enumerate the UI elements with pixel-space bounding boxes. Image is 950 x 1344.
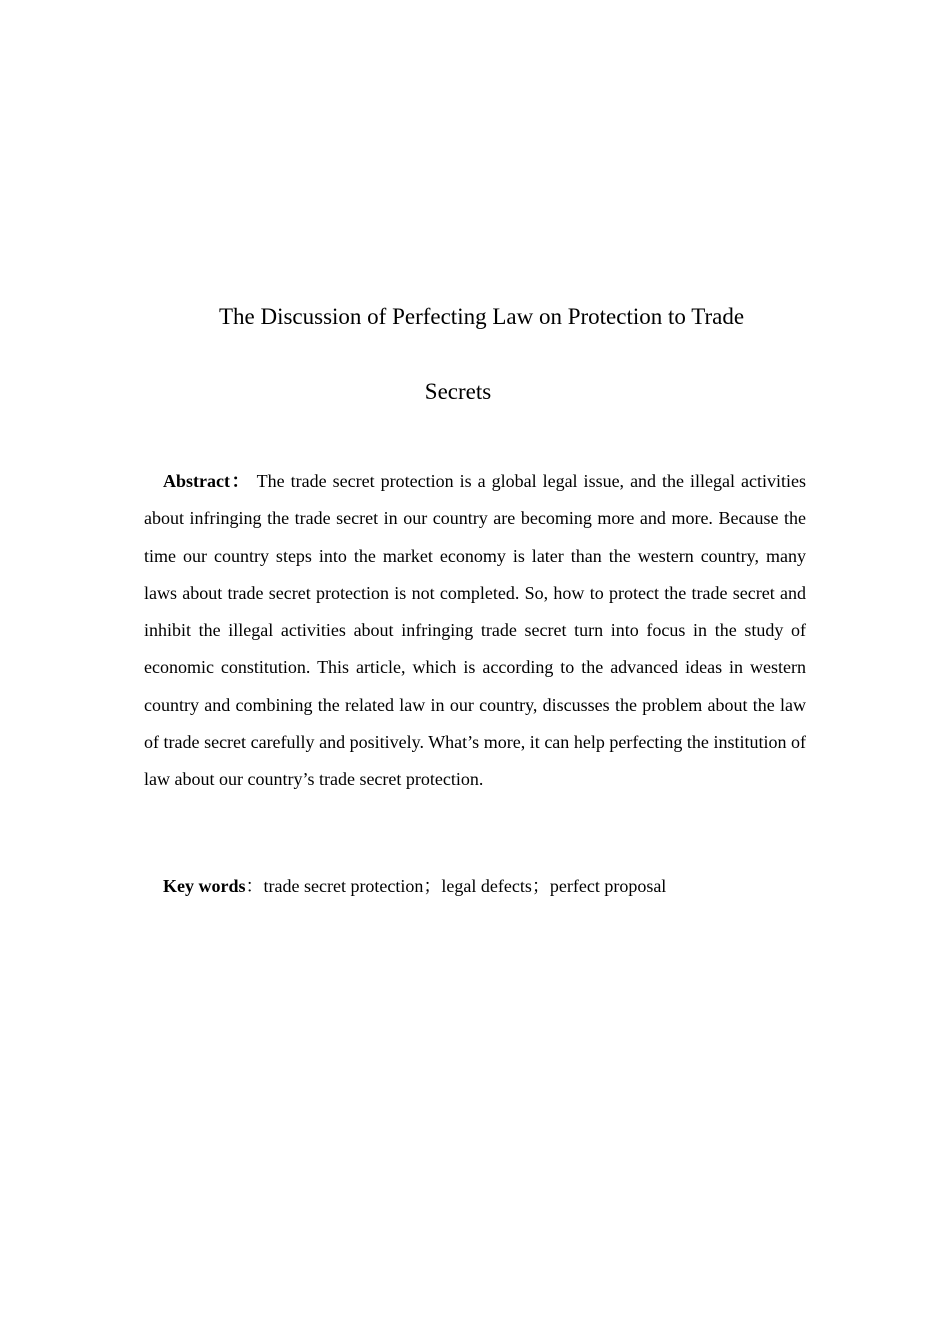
title-line-1: The Discussion of Perfecting Law on Protection to Trade (218, 304, 745, 329)
abstract-text: The trade secret protection is a global legal issue, and the illegal activities about infringing the trade secret in our country are becoming more and more. Because the time our country steps into the market economy is later than the western country, many laws about trade secret protection is not completed. So, how to protect the trade secret and inhibit the illegal activities about infringing trade secret turn into focus in the study of economic constitution. This article, which is according to the advanced ideas in western country and combining the related law in our country, discusses the problem about the law of trade secret carefully and positively. What’s more, it can help perfecting the institution of law about our country’s trade secret protection. (144, 471, 807, 790)
keywords-line (163, 870, 803, 902)
abstract-label: Abstract： (163, 471, 251, 491)
keywords-label: Key words (163, 876, 246, 896)
abstract-paragraph (144, 463, 806, 799)
title-line-2: Secrets (424, 379, 492, 404)
paper-title (0, 302, 950, 407)
keywords-text: ：trade secret protection；legal defects；perfect proposal (245, 876, 667, 896)
